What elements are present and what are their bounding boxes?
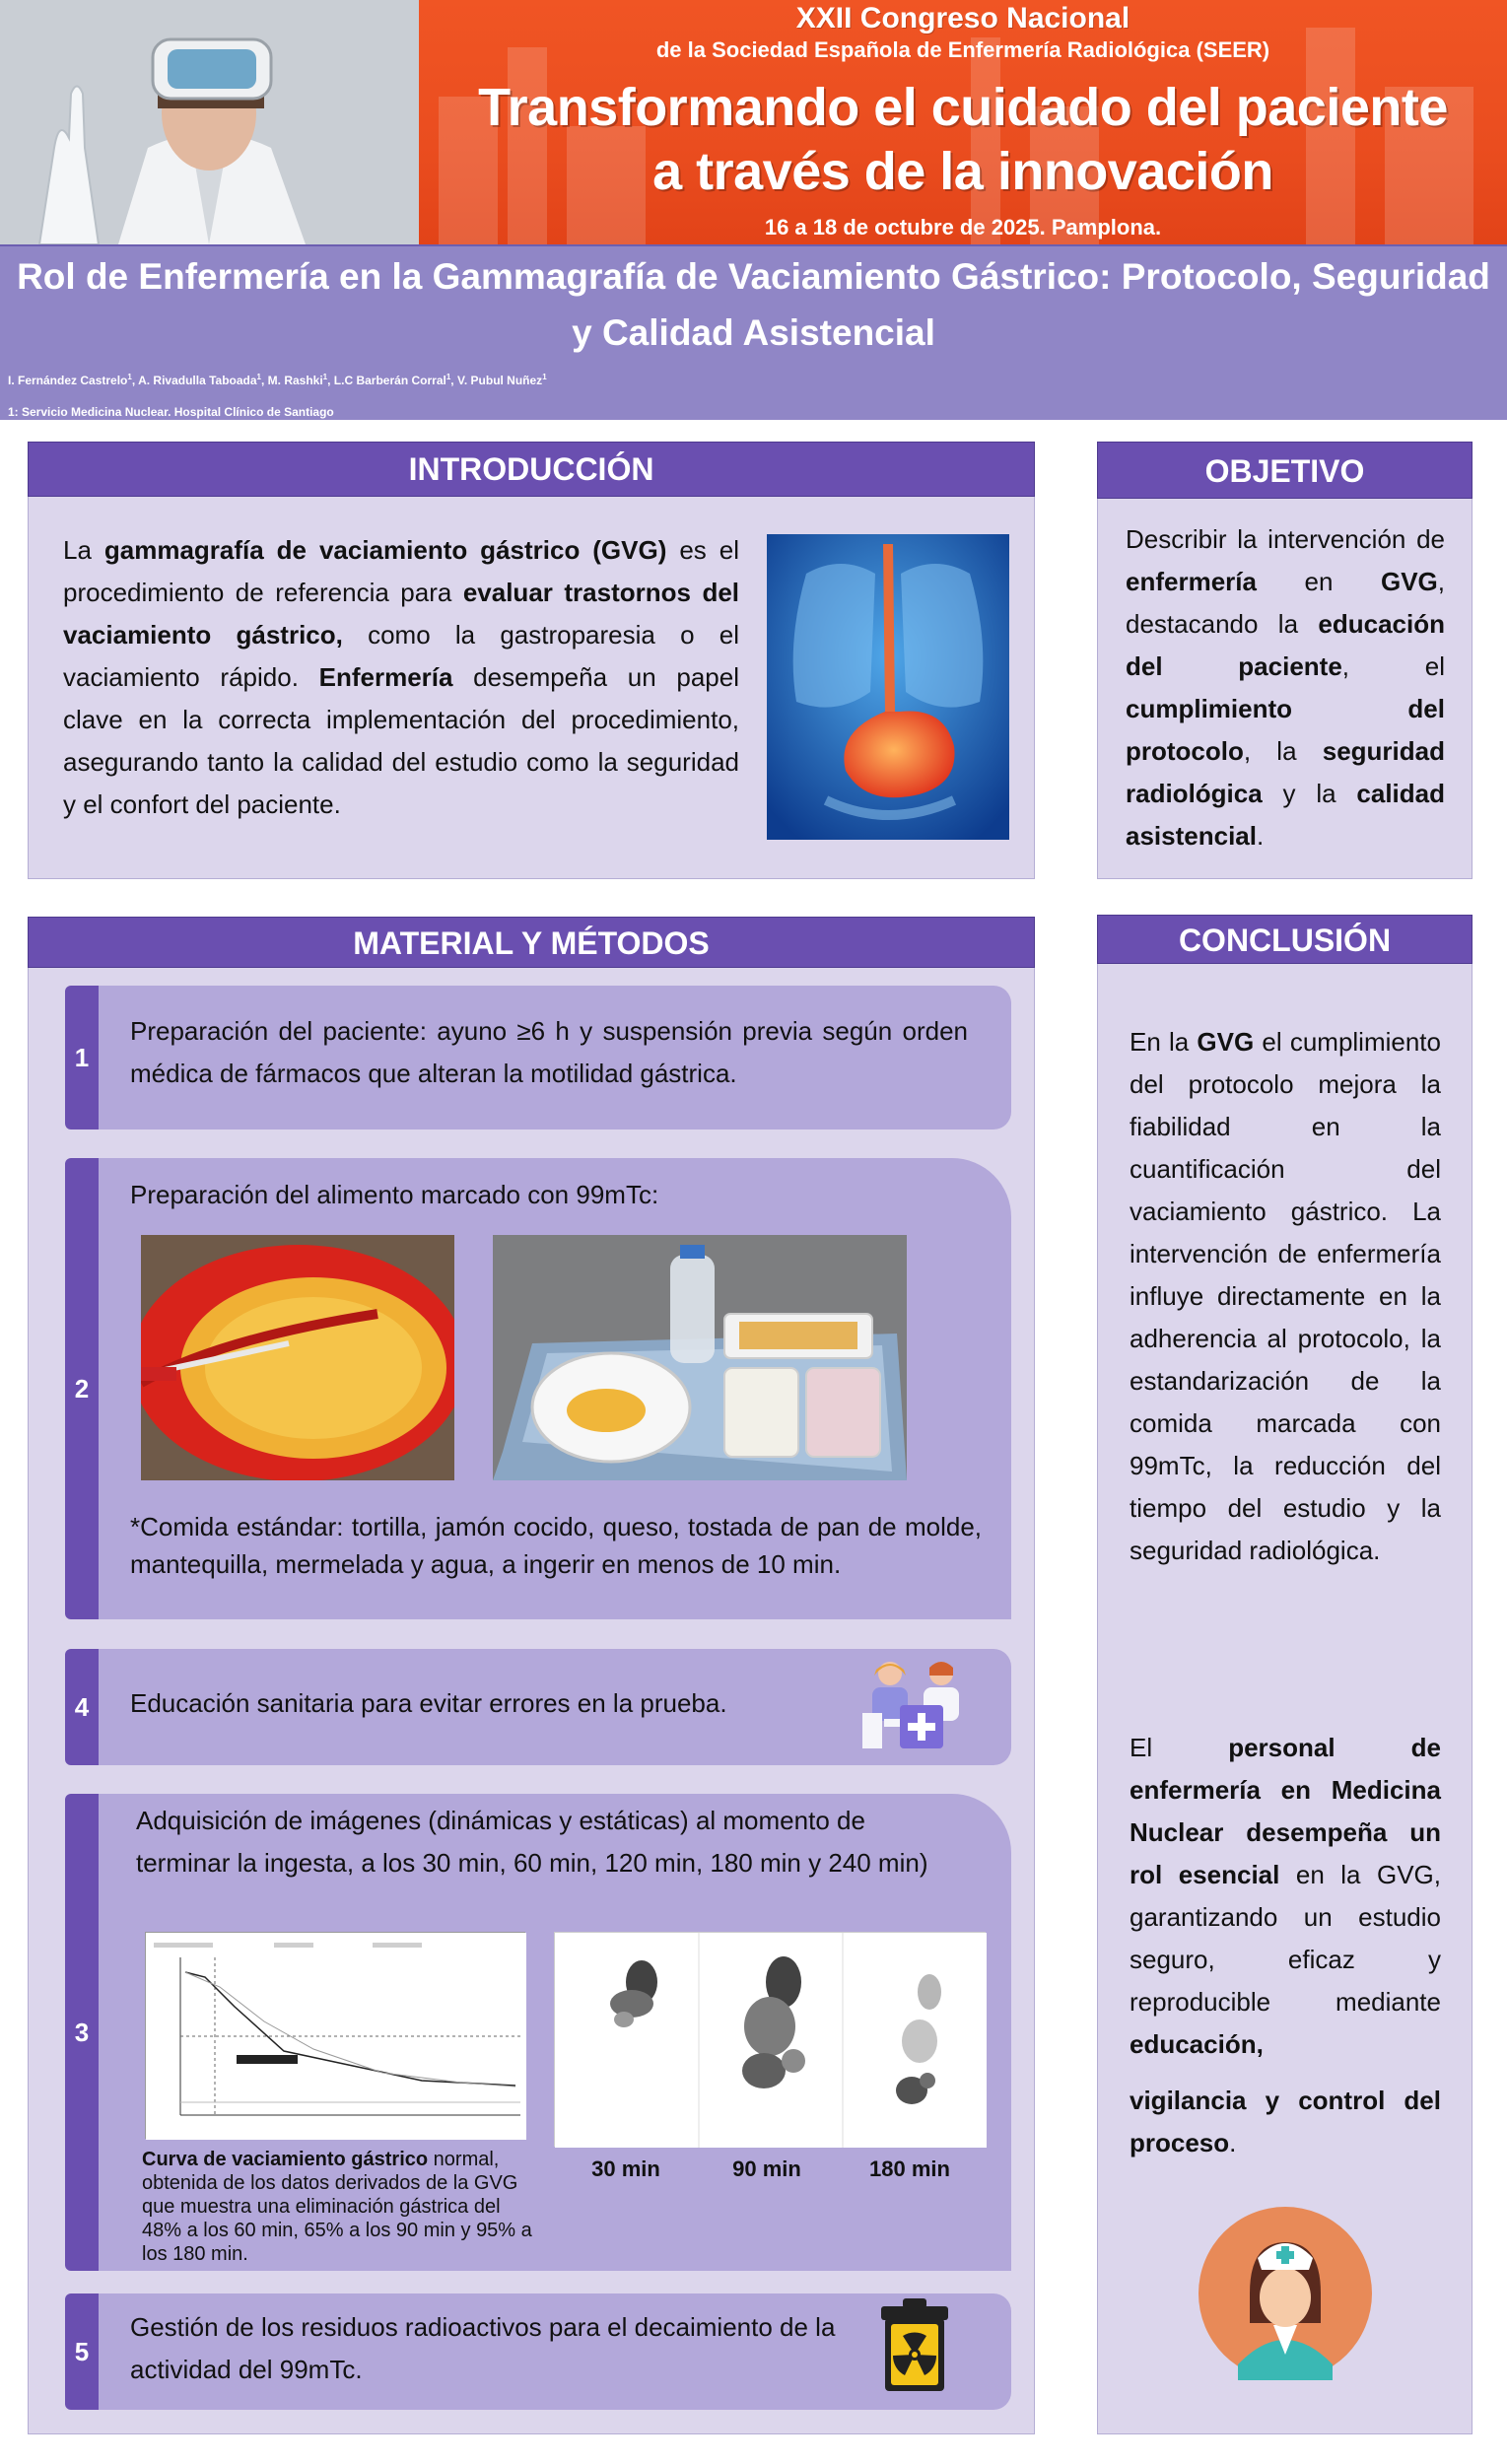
author: A. Rivadulla Taboada [138, 374, 257, 387]
objetivo-text: Describir la intervención de enfermería en GVG, destacando la educación del paciente, el cumplimiento del protocolo, la seguridad radiológica y la calidad asistencial. [1126, 524, 1445, 851]
scintigraphy-images [554, 1932, 986, 2147]
meal-tray-photo [493, 1235, 907, 1480]
affiliation: 1: Servicio Medicina Nuclear. Hospital Clínico de Santiago [8, 405, 334, 419]
nurse-avatar-icon [1199, 2207, 1372, 2380]
authors-line: I. Fernández Castrelo$^1$, A. Rivadulla Taboada$^1$, M. Rashki$^1$, L.C Barberán Corral$^1$, V. Pubul Nuñez$^1$ [8, 373, 547, 387]
vr-headset-photo [0, 0, 419, 244]
conclusion-paragraph-2: El personal de enfermería en Medicina Nuclear desempeña un rol esencial en la GVG, garantizando un estudio seguro, eficaz y reproducible mediante educación, [1130, 1733, 1442, 2059]
conclusion-paragraph-3: vigilancia y control del proceso. [1130, 2086, 1441, 2157]
gastric-emptying-curve [145, 1932, 525, 2139]
curve-caption: Curva de vaciamiento gástrico normal, obtenida de los datos derivados de la GVG que muestra una eliminación gástrica del 48% a los 60 min, 65% a los 90 min y 95% a los 180 min. [142, 2149, 532, 2265]
congress-subtitle: de la Sociedad Española de Enfermería Radiológica (SEER) [655, 37, 1270, 62]
step-5-text: Gestión de los residuos radioactivos para el decaimiento de la actividad del 99mTc. [130, 2312, 836, 2384]
congress-motto-line1: Transformando el cuidado del paciente [478, 78, 1448, 137]
step-number: 3 [65, 1794, 99, 2271]
radioactive-waste-bin-icon [875, 2296, 954, 2395]
author: I. Fernández Castrelo [8, 374, 128, 387]
congress-date: 16 a 18 de octubre de 2025. Pamplona. [764, 215, 1162, 240]
time-label: 90 min [732, 2156, 801, 2181]
step-number: 5 [65, 2293, 99, 2410]
intro-text: La gammagrafía de vaciamiento gástrico (GVG) es el procedimiento de referencia para evaluar trastornos del vaciamiento gástrico, como la gastroparesia o el vaciamiento rápido. Enfermería desempeña un papel clave en la correcta implementación del procedimiento, asegurando tanto la calidad del estudio como la seguridad y el confort del paciente. [63, 535, 740, 819]
conclusion-heading: CONCLUSIÓN [1097, 915, 1473, 964]
time-label: 180 min [869, 2156, 950, 2181]
step-number: 4 [65, 1649, 99, 1765]
step-1-text: Preparación del paciente: ayuno ≥6 h y suspensión previa según orden médica de fármacos que alteran la motilidad gástrica. [130, 1016, 968, 1088]
step-2-text: Preparación del alimento marcado con 99mTc: [130, 1180, 659, 1209]
step-2-note: *Comida estándar: tortilla, jamón cocido, queso, tostada de pan de molde, mantequilla, mermelada y agua, a ingerir en menos de 10 min. [130, 1512, 982, 1579]
time-label: 30 min [591, 2156, 660, 2181]
congress-title: XXII Congreso Nacional [795, 2, 1130, 34]
author: L.C Barberán Corral [333, 374, 446, 387]
step-number: 2 [65, 1158, 99, 1619]
metodos-heading: MATERIAL Y MÉTODOS [28, 917, 1035, 968]
step-number: 1 [65, 986, 99, 1129]
conclusion-paragraph-1: En la GVG el cumplimiento del protocolo mejora la fiabilidad en la cuantificación del vaciamiento gástrico. La intervención de enfermería influye directamente en la adherencia al protocolo, la estandarización de la comida marcada con 99mTc, la reducción del tiempo del estudio y la seguridad radiológica. [1130, 1027, 1441, 1565]
poster-title: Rol de Enfermería en la Gammagrafía de Vaciamiento Gástrico: Protocolo, Seguridad y Calidad Asistencial [17, 256, 1490, 353]
step-4-text: Educación sanitaria para evitar errores en la prueba. [130, 1688, 727, 1718]
stomach-anatomy-image [767, 534, 1009, 840]
objetivo-heading: OBJETIVO [1097, 442, 1473, 499]
intro-heading: INTRODUCCIÓN [28, 442, 1035, 497]
author: M. Rashki [267, 374, 323, 387]
step-3-text: Adquisición de imágenes (dinámicas y estáticas) al momento de terminar la ingesta, a los 30 min, 60 min, 120 min, 180 min y 240 min) [136, 1806, 928, 1878]
congress-motto-line2: a través de la innovación [652, 142, 1273, 201]
author: V. Pubul Nuñez [456, 374, 543, 387]
patient-education-icon [860, 1654, 971, 1752]
labeled-omelette-photo [141, 1235, 454, 1480]
